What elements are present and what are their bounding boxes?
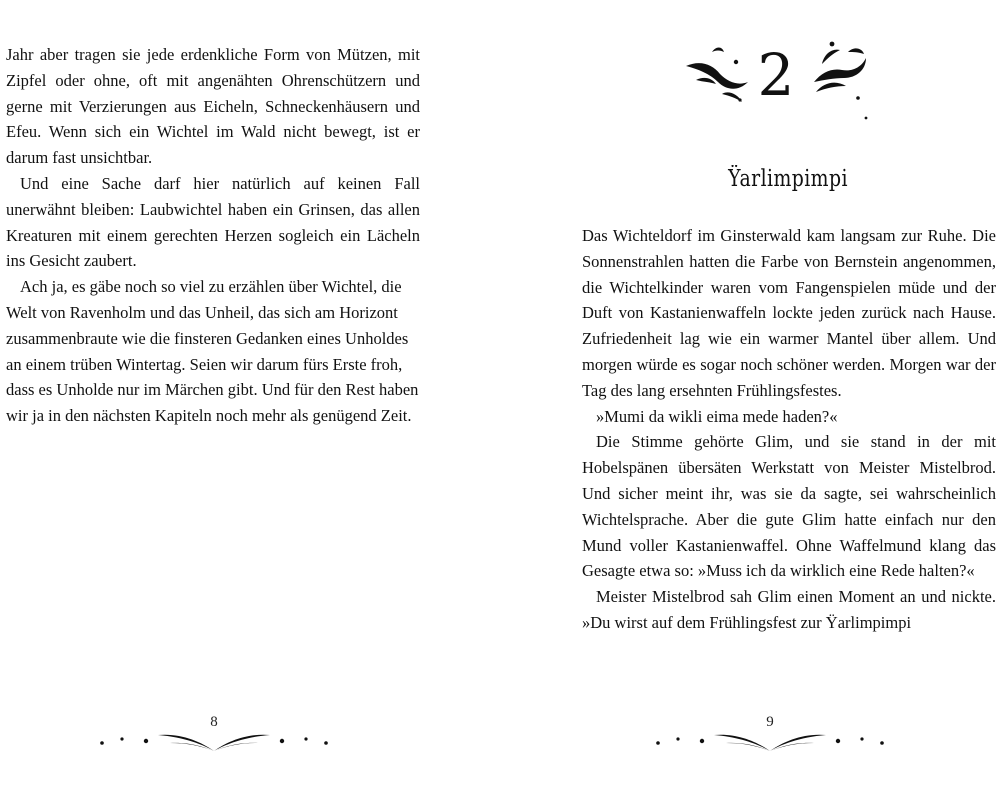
paragraph: Die Stimme gehörte Glim, und sie stand in der mit Hobelspänen übersäten Werkstatt von Meister Mistelbrod. Und sicher meint ihr, was sie da sagte, sei wahrscheinlich Wichtelsprache. Aber die gute Glim hatte einfach nur den Mund voller Kastanienwaffel. Ohne Waffelmund klang das Gesagte etwa so: »Muss ich da wirklich eine Rede halten?« [582,432,996,581]
page-number: 8 [210,714,218,730]
right-page-body [582,223,996,636]
folio-ornament-right [650,715,890,755]
chapter-number: 2 [757,41,795,109]
paragraph: Und eine Sache darf hier natürlich auf keinen Fall unerwähnt bleiben: Laubwichtel haben ein Grinsen, das allen Kreaturen mit einem gerechten Herzen sogleich ein Lächeln ins Gesicht zaubert. [6,173,420,271]
folio-ornament-left [94,715,334,755]
paragraph: Meister Mistelbrod sah Glim einen Moment an und nickte. »Du wirst auf dem Frühlingsfest zur Ÿarlimpimpi [582,587,996,632]
right-page [578,0,1000,800]
left-page [0,0,430,800]
page-number: 9 [766,714,774,730]
paragraph: Ach ja, es gäbe noch so viel zu erzählen über Wichtel, die Welt von Ravenholm und das Unheil, das sich am Horizont zusammenbraute wie die finsteren Gedanken eines Unholdes an einem trüben Wintertag. Seien wir darum fürs Erste froh, dass es Unholde nur im Märchen gibt. Und für den Rest haben wir ja in den nächsten Kapiteln noch mehr als genügend Zeit. [6,277,419,426]
paragraph: »Mumi da wikli eima mede haden?« [596,406,838,426]
left-page-body [6,42,420,429]
paragraph: Jahr aber tragen sie jede erdenkliche Form von Mützen, mit Zipfel oder ohne, oft mit angenähten Ohrenschützern und gerne mit Verzierungen aus Eicheln, Schneckenhäusern und Efeu. Wenn sich ein Wichtel im Wald nicht bewegt, ist er darum fast unsichtbar. [6,45,420,168]
paragraph: Das Wichteldorf im Ginsterwald kam langsam zur Ruhe. Die Sonnenstrahlen hatten die Farbe von Bernstein angenommen, die Wichtelkinder waren vom Fangenspielen müde und der Duft von Kastanienwaffeln lockte jeden zurück nach Hause. Zufriedenheit lag wie ein warmer Mantel über allem. Und morgen würde es sogar noch schöner werden. Morgen war der Tag des lang ersehnten Frühlingsfestes. [582,226,996,400]
chapter-heading [682,36,872,124]
chapter-title: Ÿarlimpimpi [728,166,848,192]
